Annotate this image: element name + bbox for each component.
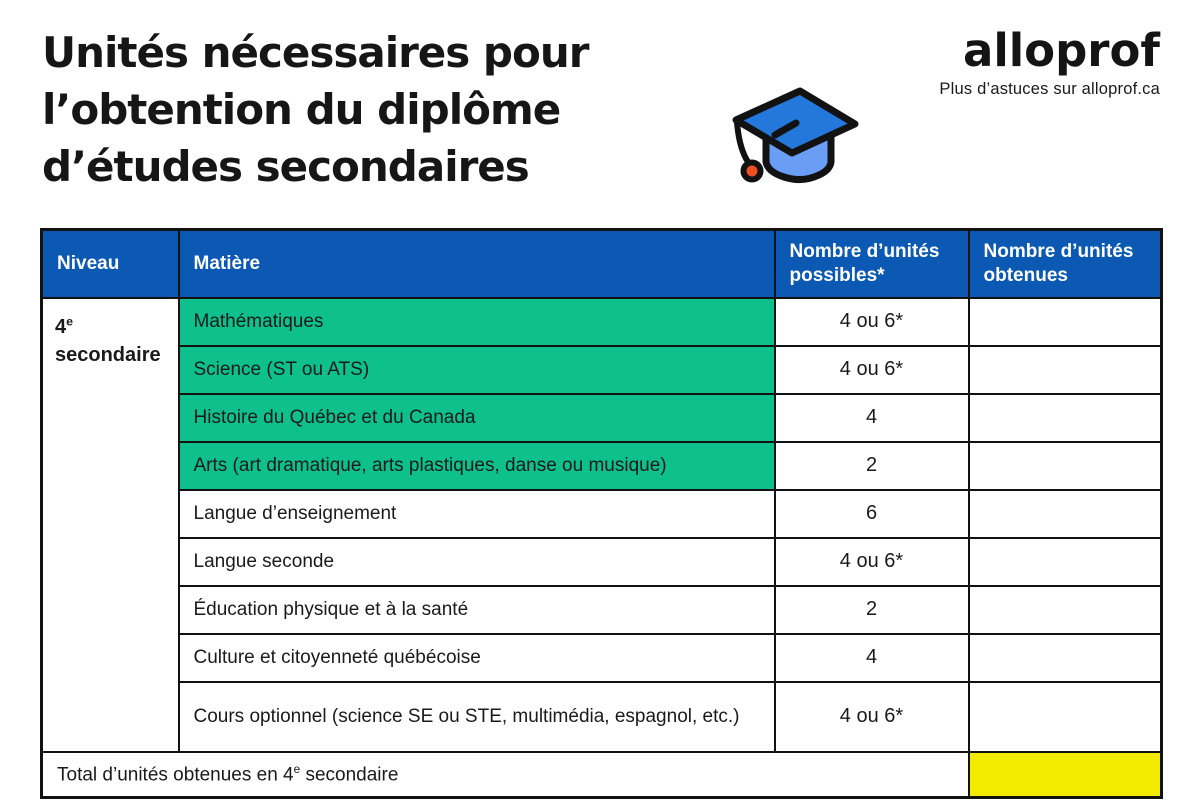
obtained-units-cell — [969, 634, 1162, 682]
subject-cell: Science (ST ou ATS) — [179, 346, 775, 394]
subject-row — [42, 682, 1162, 752]
total-label-suffix: secondaire — [300, 763, 399, 785]
subject-cell: Histoire du Québec et du Canada — [179, 394, 775, 442]
subject-row — [42, 298, 1162, 346]
subject-row — [42, 394, 1162, 442]
subject-cell: Cours optionnel (science SE ou STE, multimédia, espagnol, etc.) — [179, 682, 775, 752]
possible-units-cell: 4 ou 6* — [775, 298, 969, 346]
column-header-possibles: Nombre d’unités possibles* — [775, 230, 969, 298]
obtained-units-cell — [969, 682, 1162, 752]
logo-tagline: Plus d’astuces sur alloprof.ca — [939, 79, 1160, 98]
obtained-units-cell — [969, 346, 1162, 394]
subject-cell: Arts (art dramatique, arts plastiques, danse ou musique) — [179, 442, 775, 490]
subject-cell: Mathématiques — [179, 298, 775, 346]
alloprof-logo — [939, 26, 1160, 99]
subject-row — [42, 634, 1162, 682]
obtained-units-cell — [969, 490, 1162, 538]
possible-units-cell: 2 — [775, 586, 969, 634]
total-label-prefix: Total d’unités obtenues en 4 — [57, 763, 294, 785]
alloprof-wordmark: alloprof — [962, 24, 1160, 77]
graduation-cap-icon — [724, 80, 866, 186]
column-header-niveau: Niveau — [42, 230, 179, 298]
subjects-body — [42, 298, 1162, 752]
obtained-units-cell — [969, 442, 1162, 490]
possible-units-cell: 2 — [775, 442, 969, 490]
subject-cell: Culture et citoyenneté québécoise — [179, 634, 775, 682]
total-row — [42, 752, 1162, 798]
subject-row — [42, 490, 1162, 538]
units-table — [40, 228, 1163, 799]
subject-row — [42, 586, 1162, 634]
total-label-ordinal: e — [293, 762, 301, 776]
level-number-line: 4e — [55, 313, 74, 338]
table-header-row — [42, 230, 1162, 298]
page-title-line-2: l’obtention du diplôme — [42, 85, 561, 134]
obtained-units-cell — [969, 586, 1162, 634]
subject-row — [42, 442, 1162, 490]
total-label — [42, 752, 969, 798]
page-title — [42, 24, 722, 195]
subject-row — [42, 346, 1162, 394]
obtained-units-cell — [969, 538, 1162, 586]
total-value-cell — [969, 752, 1162, 798]
level-word-line: secondaire — [55, 343, 161, 366]
subject-cell: Langue seconde — [179, 538, 775, 586]
obtained-units-cell — [969, 298, 1162, 346]
possible-units-cell: 4 — [775, 394, 969, 442]
obtained-units-cell — [969, 394, 1162, 442]
column-header-matiere: Matière — [179, 230, 775, 298]
possible-units-cell: 4 ou 6* — [775, 682, 969, 752]
subject-cell: Langue d’enseignement — [179, 490, 775, 538]
page-title-line-1: Unités nécessaires pour — [42, 28, 589, 77]
column-header-obtenues: Nombre d’unités obtenues — [969, 230, 1162, 298]
page-title-line-3: d’études secondaires — [42, 142, 529, 191]
possible-units-cell: 6 — [775, 490, 969, 538]
possible-units-cell: 4 — [775, 634, 969, 682]
possible-units-cell: 4 ou 6* — [775, 346, 969, 394]
possible-units-cell: 4 ou 6* — [775, 538, 969, 586]
level-cell — [42, 298, 179, 752]
subject-cell: Éducation physique et à la santé — [179, 586, 775, 634]
subject-row — [42, 538, 1162, 586]
